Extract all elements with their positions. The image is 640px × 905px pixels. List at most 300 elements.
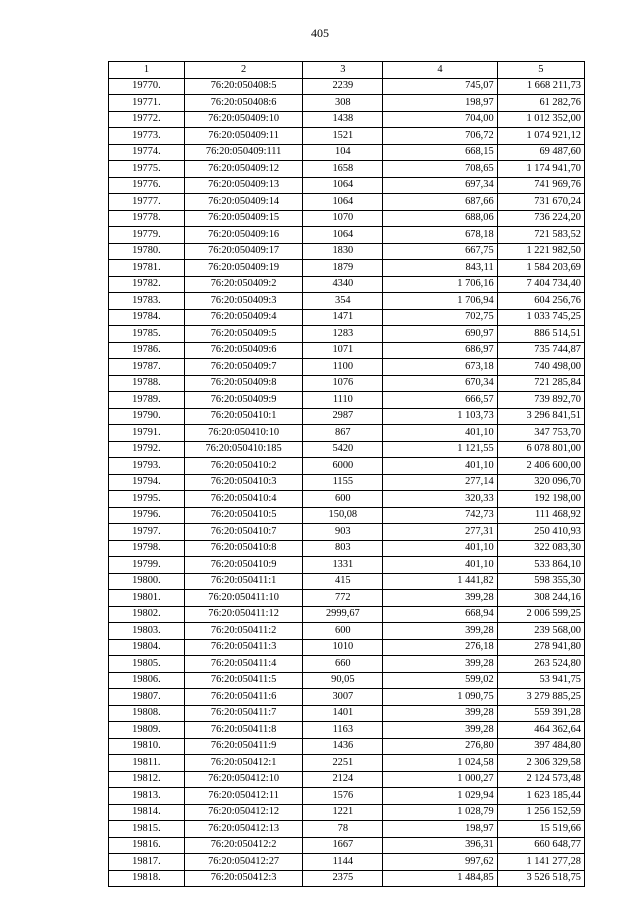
cadastral-number-cell: 76:20:050410:8 — [184, 540, 302, 557]
area-cell: 660 — [303, 656, 383, 673]
table-row — [109, 210, 585, 227]
area-cell: 1830 — [303, 243, 383, 260]
rate-cell: 678,18 — [383, 227, 497, 244]
row-number-cell: 19771. — [109, 95, 185, 112]
table-row — [109, 227, 585, 244]
cadastral-number-cell: 76:20:050412:3 — [184, 870, 302, 887]
cadastral-number-cell: 76:20:050410:2 — [184, 458, 302, 475]
area-cell: 1064 — [303, 194, 383, 211]
area-cell: 1070 — [303, 210, 383, 227]
area-cell: 415 — [303, 573, 383, 590]
value-cell: 15 519,66 — [497, 821, 584, 838]
rate-cell: 1 121,55 — [383, 441, 497, 458]
cadastral-number-cell: 76:20:050409:15 — [184, 210, 302, 227]
cadastral-number-cell: 76:20:050412:12 — [184, 804, 302, 821]
row-number-cell: 19788. — [109, 375, 185, 392]
area-cell: 1283 — [303, 326, 383, 343]
rate-cell: 1 484,85 — [383, 870, 497, 887]
row-number-cell: 19797. — [109, 524, 185, 541]
cadastral-number-cell: 76:20:050409:17 — [184, 243, 302, 260]
area-cell: 1110 — [303, 392, 383, 409]
area-cell: 1401 — [303, 705, 383, 722]
cadastral-number-cell: 76:20:050409:111 — [184, 144, 302, 161]
table-row — [109, 656, 585, 673]
value-cell: 278 941,80 — [497, 639, 584, 656]
row-number-cell: 19782. — [109, 276, 185, 293]
value-cell: 559 391,28 — [497, 705, 584, 722]
row-number-cell: 19784. — [109, 309, 185, 326]
row-number-cell: 19814. — [109, 804, 185, 821]
cadastral-number-cell: 76:20:050410:4 — [184, 491, 302, 508]
table-row — [109, 722, 585, 739]
table-row — [109, 491, 585, 508]
cadastral-number-cell: 76:20:050409:6 — [184, 342, 302, 359]
cadastral-number-cell: 76:20:050409:3 — [184, 293, 302, 310]
cadastral-number-cell: 76:20:050409:8 — [184, 375, 302, 392]
row-number-cell: 19803. — [109, 623, 185, 640]
table-row — [109, 755, 585, 772]
cadastral-number-cell: 76:20:050409:4 — [184, 309, 302, 326]
area-cell: 4340 — [303, 276, 383, 293]
area-cell: 1010 — [303, 639, 383, 656]
row-number-cell: 19792. — [109, 441, 185, 458]
cadastral-number-cell: 76:20:050411:6 — [184, 689, 302, 706]
cadastral-number-cell: 76:20:050411:3 — [184, 639, 302, 656]
value-cell: 731 670,24 — [497, 194, 584, 211]
value-cell: 320 096,70 — [497, 474, 584, 491]
cadastral-number-cell: 76:20:050410:1 — [184, 408, 302, 425]
row-number-cell: 19777. — [109, 194, 185, 211]
row-number-cell: 19809. — [109, 722, 185, 739]
rate-cell: 668,94 — [383, 606, 497, 623]
column-header-3: 3 — [303, 62, 383, 79]
rate-cell: 702,75 — [383, 309, 497, 326]
rate-cell: 1 000,27 — [383, 771, 497, 788]
rate-cell: 401,10 — [383, 540, 497, 557]
value-cell: 1 623 185,44 — [497, 788, 584, 805]
row-number-cell: 19817. — [109, 854, 185, 871]
cadastral-number-cell: 76:20:050411:1 — [184, 573, 302, 590]
area-cell: 1471 — [303, 309, 383, 326]
area-cell: 1064 — [303, 177, 383, 194]
value-cell: 598 355,30 — [497, 573, 584, 590]
rate-cell: 670,34 — [383, 375, 497, 392]
rate-cell: 1 029,94 — [383, 788, 497, 805]
cadastral-number-cell: 76:20:050409:11 — [184, 128, 302, 145]
area-cell: 1076 — [303, 375, 383, 392]
cadastral-number-cell: 76:20:050411:12 — [184, 606, 302, 623]
value-cell: 741 969,76 — [497, 177, 584, 194]
area-cell: 600 — [303, 491, 383, 508]
column-header-5: 5 — [497, 62, 584, 79]
value-cell: 61 282,76 — [497, 95, 584, 112]
value-cell: 3 296 841,51 — [497, 408, 584, 425]
value-cell: 1 012 352,00 — [497, 111, 584, 128]
table-row — [109, 623, 585, 640]
cadastral-number-cell: 76:20:050410:7 — [184, 524, 302, 541]
area-cell: 1576 — [303, 788, 383, 805]
area-cell: 1667 — [303, 837, 383, 854]
table-row — [109, 507, 585, 524]
area-cell: 354 — [303, 293, 383, 310]
area-cell: 1331 — [303, 557, 383, 574]
rate-cell: 704,00 — [383, 111, 497, 128]
row-number-cell: 19795. — [109, 491, 185, 508]
row-number-cell: 19813. — [109, 788, 185, 805]
row-number-cell: 19800. — [109, 573, 185, 590]
table-row — [109, 788, 585, 805]
cadastral-number-cell: 76:20:050412:1 — [184, 755, 302, 772]
row-number-cell: 19812. — [109, 771, 185, 788]
rate-cell: 1 706,94 — [383, 293, 497, 310]
rate-cell: 399,28 — [383, 656, 497, 673]
table-row — [109, 458, 585, 475]
value-cell: 347 753,70 — [497, 425, 584, 442]
table-row — [109, 425, 585, 442]
row-number-cell: 19802. — [109, 606, 185, 623]
rate-cell: 1 028,79 — [383, 804, 497, 821]
row-number-cell: 19799. — [109, 557, 185, 574]
value-cell: 1 174 941,70 — [497, 161, 584, 178]
area-cell: 2999,67 — [303, 606, 383, 623]
value-cell: 604 256,76 — [497, 293, 584, 310]
area-cell: 1155 — [303, 474, 383, 491]
data-table — [108, 61, 585, 887]
cadastral-number-cell: 76:20:050410:5 — [184, 507, 302, 524]
value-cell: 1 141 277,28 — [497, 854, 584, 871]
table-row — [109, 78, 585, 95]
value-cell: 111 468,92 — [497, 507, 584, 524]
row-number-cell: 19773. — [109, 128, 185, 145]
row-number-cell: 19786. — [109, 342, 185, 359]
row-number-cell: 19791. — [109, 425, 185, 442]
area-cell: 1163 — [303, 722, 383, 739]
cadastral-number-cell: 76:20:050411:8 — [184, 722, 302, 739]
row-number-cell: 19789. — [109, 392, 185, 409]
rate-cell: 198,97 — [383, 95, 497, 112]
table-row — [109, 705, 585, 722]
table-row — [109, 293, 585, 310]
value-cell: 660 648,77 — [497, 837, 584, 854]
table-row — [109, 161, 585, 178]
row-number-cell: 19806. — [109, 672, 185, 689]
rate-cell: 688,06 — [383, 210, 497, 227]
cadastral-number-cell: 76:20:050412:10 — [184, 771, 302, 788]
row-number-cell: 19794. — [109, 474, 185, 491]
cadastral-number-cell: 76:20:050408:6 — [184, 95, 302, 112]
cadastral-number-cell: 76:20:050408:5 — [184, 78, 302, 95]
cadastral-number-cell: 76:20:050409:10 — [184, 111, 302, 128]
area-cell: 1879 — [303, 260, 383, 277]
value-cell: 735 744,87 — [497, 342, 584, 359]
rate-cell: 277,31 — [383, 524, 497, 541]
cadastral-number-cell: 76:20:050411:5 — [184, 672, 302, 689]
table-row — [109, 672, 585, 689]
table-row — [109, 821, 585, 838]
rate-cell: 997,62 — [383, 854, 497, 871]
cadastral-number-cell: 76:20:050409:9 — [184, 392, 302, 409]
cadastral-number-cell: 76:20:050411:9 — [184, 738, 302, 755]
row-number-cell: 19779. — [109, 227, 185, 244]
area-cell: 1064 — [303, 227, 383, 244]
area-cell: 2251 — [303, 755, 383, 772]
rate-cell: 843,11 — [383, 260, 497, 277]
table-row — [109, 111, 585, 128]
area-cell: 1436 — [303, 738, 383, 755]
rate-cell: 708,65 — [383, 161, 497, 178]
row-number-cell: 19815. — [109, 821, 185, 838]
rate-cell: 668,15 — [383, 144, 497, 161]
value-cell: 739 892,70 — [497, 392, 584, 409]
area-cell: 1521 — [303, 128, 383, 145]
table-body — [109, 78, 585, 887]
rate-cell: 686,97 — [383, 342, 497, 359]
cadastral-number-cell: 76:20:050412:11 — [184, 788, 302, 805]
column-header-2: 2 — [184, 62, 302, 79]
rate-cell: 599,02 — [383, 672, 497, 689]
area-cell: 2375 — [303, 870, 383, 887]
cadastral-number-cell: 76:20:050409:12 — [184, 161, 302, 178]
row-number-cell: 19775. — [109, 161, 185, 178]
table-row — [109, 639, 585, 656]
rate-cell: 745,07 — [383, 78, 497, 95]
row-number-cell: 19818. — [109, 870, 185, 887]
value-cell: 3 526 518,75 — [497, 870, 584, 887]
table-row — [109, 854, 585, 871]
row-number-cell: 19811. — [109, 755, 185, 772]
area-cell: 1221 — [303, 804, 383, 821]
cadastral-number-cell: 76:20:050409:2 — [184, 276, 302, 293]
row-number-cell: 19770. — [109, 78, 185, 95]
table-row — [109, 392, 585, 409]
value-cell: 7 404 734,40 — [497, 276, 584, 293]
value-cell: 721 285,84 — [497, 375, 584, 392]
rate-cell: 666,57 — [383, 392, 497, 409]
rate-cell: 687,66 — [383, 194, 497, 211]
table-row — [109, 474, 585, 491]
table-row — [109, 738, 585, 755]
cadastral-number-cell: 76:20:050410:185 — [184, 441, 302, 458]
table-header — [109, 62, 585, 79]
cadastral-number-cell: 76:20:050412:13 — [184, 821, 302, 838]
rate-cell: 1 024,58 — [383, 755, 497, 772]
value-cell: 239 568,00 — [497, 623, 584, 640]
row-number-cell: 19798. — [109, 540, 185, 557]
row-number-cell: 19804. — [109, 639, 185, 656]
value-cell: 192 198,00 — [497, 491, 584, 508]
rate-cell: 399,28 — [383, 722, 497, 739]
table-row — [109, 804, 585, 821]
value-cell: 250 410,93 — [497, 524, 584, 541]
rate-cell: 399,28 — [383, 590, 497, 607]
value-cell: 6 078 801,00 — [497, 441, 584, 458]
table-row — [109, 95, 585, 112]
table-row — [109, 260, 585, 277]
rate-cell: 1 103,73 — [383, 408, 497, 425]
area-cell: 308 — [303, 95, 383, 112]
area-cell: 1438 — [303, 111, 383, 128]
table-row — [109, 359, 585, 376]
row-number-cell: 19805. — [109, 656, 185, 673]
rate-cell: 276,18 — [383, 639, 497, 656]
row-number-cell: 19776. — [109, 177, 185, 194]
table-row — [109, 128, 585, 145]
table-row — [109, 540, 585, 557]
value-cell: 1 074 921,12 — [497, 128, 584, 145]
row-number-cell: 19774. — [109, 144, 185, 161]
area-cell: 1144 — [303, 854, 383, 871]
value-cell: 1 256 152,59 — [497, 804, 584, 821]
value-cell: 308 244,16 — [497, 590, 584, 607]
value-cell: 736 224,20 — [497, 210, 584, 227]
rate-cell: 1 706,16 — [383, 276, 497, 293]
table-row — [109, 557, 585, 574]
cadastral-number-cell: 76:20:050411:10 — [184, 590, 302, 607]
value-cell: 1 033 745,25 — [497, 309, 584, 326]
rate-cell: 690,97 — [383, 326, 497, 343]
area-cell: 600 — [303, 623, 383, 640]
area-cell: 867 — [303, 425, 383, 442]
table-row — [109, 375, 585, 392]
area-cell: 6000 — [303, 458, 383, 475]
column-header-4: 4 — [383, 62, 497, 79]
area-cell: 90,05 — [303, 672, 383, 689]
table-row — [109, 771, 585, 788]
rate-cell: 706,72 — [383, 128, 497, 145]
area-cell: 2124 — [303, 771, 383, 788]
value-cell: 2 306 329,58 — [497, 755, 584, 772]
area-cell: 78 — [303, 821, 383, 838]
area-cell: 2239 — [303, 78, 383, 95]
rate-cell: 399,28 — [383, 623, 497, 640]
area-cell: 150,08 — [303, 507, 383, 524]
area-cell: 1100 — [303, 359, 383, 376]
table-row — [109, 408, 585, 425]
area-cell: 903 — [303, 524, 383, 541]
value-cell: 2 006 599,25 — [497, 606, 584, 623]
row-number-cell: 19778. — [109, 210, 185, 227]
area-cell: 3007 — [303, 689, 383, 706]
value-cell: 397 484,80 — [497, 738, 584, 755]
table-row — [109, 689, 585, 706]
area-cell: 5420 — [303, 441, 383, 458]
cadastral-number-cell: 76:20:050409:19 — [184, 260, 302, 277]
rate-cell: 742,73 — [383, 507, 497, 524]
table-row — [109, 276, 585, 293]
table-row — [109, 837, 585, 854]
cadastral-number-cell: 76:20:050410:3 — [184, 474, 302, 491]
rate-cell: 198,97 — [383, 821, 497, 838]
table-row — [109, 342, 585, 359]
value-cell: 53 941,75 — [497, 672, 584, 689]
row-number-cell: 19783. — [109, 293, 185, 310]
cadastral-number-cell: 76:20:050411:2 — [184, 623, 302, 640]
rate-cell: 667,75 — [383, 243, 497, 260]
row-number-cell: 19772. — [109, 111, 185, 128]
value-cell: 1 668 211,73 — [497, 78, 584, 95]
value-cell: 322 083,30 — [497, 540, 584, 557]
value-cell: 3 279 885,25 — [497, 689, 584, 706]
cadastral-number-cell: 76:20:050410:9 — [184, 557, 302, 574]
rate-cell: 1 441,82 — [383, 573, 497, 590]
table-row — [109, 441, 585, 458]
cadastral-number-cell: 76:20:050409:7 — [184, 359, 302, 376]
value-cell: 1 584 203,69 — [497, 260, 584, 277]
table-row — [109, 194, 585, 211]
cadastral-number-cell: 76:20:050412:27 — [184, 854, 302, 871]
area-cell: 1071 — [303, 342, 383, 359]
value-cell: 69 487,60 — [497, 144, 584, 161]
cadastral-number-cell: 76:20:050412:2 — [184, 837, 302, 854]
area-cell: 1658 — [303, 161, 383, 178]
row-number-cell: 19780. — [109, 243, 185, 260]
row-number-cell: 19785. — [109, 326, 185, 343]
row-number-cell: 19810. — [109, 738, 185, 755]
area-cell: 104 — [303, 144, 383, 161]
value-cell: 533 864,10 — [497, 557, 584, 574]
rate-cell: 396,31 — [383, 837, 497, 854]
table-row — [109, 243, 585, 260]
table-header-row — [109, 62, 585, 79]
table-row — [109, 870, 585, 887]
rate-cell: 320,33 — [383, 491, 497, 508]
row-number-cell: 19790. — [109, 408, 185, 425]
table-row — [109, 309, 585, 326]
table-row — [109, 606, 585, 623]
value-cell: 1 221 982,50 — [497, 243, 584, 260]
value-cell: 464 362,64 — [497, 722, 584, 739]
table-row — [109, 144, 585, 161]
page-number: 405 — [311, 26, 329, 40]
rate-cell: 1 090,75 — [383, 689, 497, 706]
value-cell: 740 498,00 — [497, 359, 584, 376]
rate-cell: 401,10 — [383, 425, 497, 442]
rate-cell: 697,34 — [383, 177, 497, 194]
cadastral-number-cell: 76:20:050409:5 — [184, 326, 302, 343]
rate-cell: 401,10 — [383, 458, 497, 475]
rate-cell: 277,14 — [383, 474, 497, 491]
table-row — [109, 573, 585, 590]
row-number-cell: 19808. — [109, 705, 185, 722]
rate-cell: 276,80 — [383, 738, 497, 755]
area-cell: 803 — [303, 540, 383, 557]
row-number-cell: 19816. — [109, 837, 185, 854]
table-row — [109, 326, 585, 343]
area-cell: 2987 — [303, 408, 383, 425]
cadastral-number-cell: 76:20:050409:14 — [184, 194, 302, 211]
row-number-cell: 19796. — [109, 507, 185, 524]
value-cell: 2 406 600,00 — [497, 458, 584, 475]
row-number-cell: 19781. — [109, 260, 185, 277]
cadastral-number-cell: 76:20:050411:7 — [184, 705, 302, 722]
row-number-cell: 19793. — [109, 458, 185, 475]
table-row — [109, 177, 585, 194]
value-cell: 721 583,52 — [497, 227, 584, 244]
area-cell: 772 — [303, 590, 383, 607]
cadastral-number-cell: 76:20:050409:13 — [184, 177, 302, 194]
rate-cell: 401,10 — [383, 557, 497, 574]
rate-cell: 673,18 — [383, 359, 497, 376]
rate-cell: 399,28 — [383, 705, 497, 722]
table-row — [109, 590, 585, 607]
column-header-1: 1 — [109, 62, 185, 79]
cadastral-number-cell: 76:20:050411:4 — [184, 656, 302, 673]
table-row — [109, 524, 585, 541]
value-cell: 2 124 573,48 — [497, 771, 584, 788]
value-cell: 263 524,80 — [497, 656, 584, 673]
row-number-cell: 19787. — [109, 359, 185, 376]
row-number-cell: 19807. — [109, 689, 185, 706]
